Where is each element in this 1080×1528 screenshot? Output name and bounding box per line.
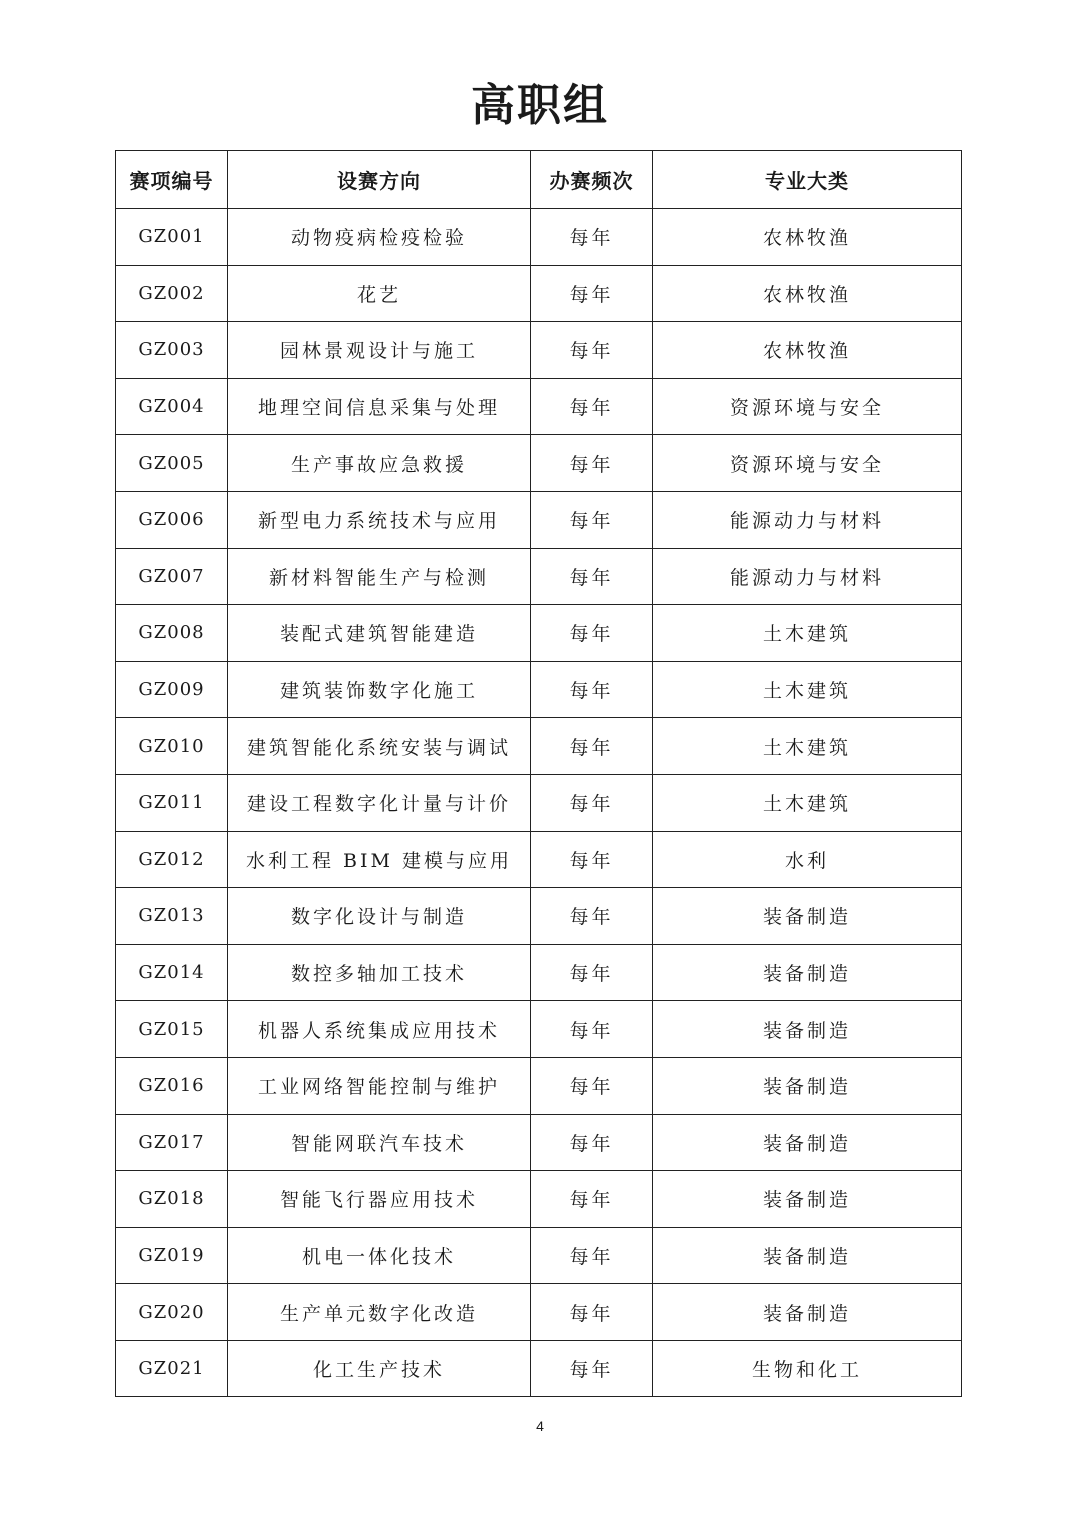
table-row bbox=[116, 265, 962, 322]
cell-code: GZ020 bbox=[116, 1284, 228, 1341]
cell-code: GZ012 bbox=[116, 831, 228, 888]
table-row bbox=[116, 944, 962, 1001]
cell-direction: 化工生产技术 bbox=[228, 1340, 531, 1397]
cell-direction: 生产单元数字化改造 bbox=[228, 1284, 531, 1341]
cell-category: 土木建筑 bbox=[653, 661, 962, 718]
cell-frequency: 每年 bbox=[531, 774, 653, 831]
cell-code: GZ008 bbox=[116, 605, 228, 662]
competition-table bbox=[115, 150, 962, 1397]
cell-direction: 花艺 bbox=[228, 265, 531, 322]
cell-frequency: 每年 bbox=[531, 605, 653, 662]
cell-code: GZ017 bbox=[116, 1114, 228, 1171]
cell-category: 生物和化工 bbox=[653, 1340, 962, 1397]
table-row bbox=[116, 605, 962, 662]
table-row bbox=[116, 1057, 962, 1114]
cell-category: 装备制造 bbox=[653, 1284, 962, 1341]
cell-category: 土木建筑 bbox=[653, 718, 962, 775]
cell-category: 装备制造 bbox=[653, 1114, 962, 1171]
cell-direction: 生产事故应急救援 bbox=[228, 435, 531, 492]
cell-direction: 机器人系统集成应用技术 bbox=[228, 1001, 531, 1058]
cell-direction: 新型电力系统技术与应用 bbox=[228, 491, 531, 548]
cell-frequency: 每年 bbox=[531, 888, 653, 945]
cell-frequency: 每年 bbox=[531, 265, 653, 322]
cell-category: 装备制造 bbox=[653, 1001, 962, 1058]
cell-frequency: 每年 bbox=[531, 718, 653, 775]
cell-direction: 数控多轴加工技术 bbox=[228, 944, 531, 1001]
table-row bbox=[116, 1171, 962, 1228]
cell-category: 装备制造 bbox=[653, 1227, 962, 1284]
cell-frequency: 每年 bbox=[531, 1001, 653, 1058]
table-row bbox=[116, 322, 962, 379]
cell-direction: 智能飞行器应用技术 bbox=[228, 1171, 531, 1228]
cell-direction: 园林景观设计与施工 bbox=[228, 322, 531, 379]
table-row bbox=[116, 378, 962, 435]
cell-direction: 水利工程 BIM 建模与应用 bbox=[228, 831, 531, 888]
cell-code: GZ018 bbox=[116, 1171, 228, 1228]
table-row bbox=[116, 1114, 962, 1171]
cell-frequency: 每年 bbox=[531, 322, 653, 379]
table-header-row bbox=[116, 151, 962, 209]
cell-frequency: 每年 bbox=[531, 944, 653, 1001]
cell-direction: 数字化设计与制造 bbox=[228, 888, 531, 945]
header-frequency: 办赛频次 bbox=[531, 151, 653, 209]
table-row bbox=[116, 548, 962, 605]
cell-frequency: 每年 bbox=[531, 435, 653, 492]
cell-code: GZ014 bbox=[116, 944, 228, 1001]
cell-code: GZ004 bbox=[116, 378, 228, 435]
cell-code: GZ009 bbox=[116, 661, 228, 718]
cell-code: GZ015 bbox=[116, 1001, 228, 1058]
cell-category: 农林牧渔 bbox=[653, 209, 962, 266]
cell-category: 装备制造 bbox=[653, 1057, 962, 1114]
cell-category: 资源环境与安全 bbox=[653, 435, 962, 492]
cell-frequency: 每年 bbox=[531, 1227, 653, 1284]
table-row bbox=[116, 491, 962, 548]
cell-frequency: 每年 bbox=[531, 1057, 653, 1114]
cell-direction: 动物疫病检疫检验 bbox=[228, 209, 531, 266]
cell-category: 资源环境与安全 bbox=[653, 378, 962, 435]
cell-code: GZ006 bbox=[116, 491, 228, 548]
cell-direction: 新材料智能生产与检测 bbox=[228, 548, 531, 605]
table-row bbox=[116, 661, 962, 718]
table-row bbox=[116, 435, 962, 492]
cell-frequency: 每年 bbox=[531, 831, 653, 888]
cell-frequency: 每年 bbox=[531, 378, 653, 435]
cell-frequency: 每年 bbox=[531, 209, 653, 266]
cell-code: GZ019 bbox=[116, 1227, 228, 1284]
cell-direction: 建筑装饰数字化施工 bbox=[228, 661, 531, 718]
cell-frequency: 每年 bbox=[531, 1114, 653, 1171]
cell-direction: 机电一体化技术 bbox=[228, 1227, 531, 1284]
cell-direction: 建设工程数字化计量与计价 bbox=[228, 774, 531, 831]
cell-category: 能源动力与材料 bbox=[653, 548, 962, 605]
cell-category: 装备制造 bbox=[653, 944, 962, 1001]
table-row bbox=[116, 1284, 962, 1341]
cell-direction: 装配式建筑智能建造 bbox=[228, 605, 531, 662]
table-body bbox=[116, 209, 962, 1397]
table-row bbox=[116, 831, 962, 888]
cell-frequency: 每年 bbox=[531, 1340, 653, 1397]
cell-frequency: 每年 bbox=[531, 1284, 653, 1341]
cell-direction: 工业网络智能控制与维护 bbox=[228, 1057, 531, 1114]
cell-code: GZ005 bbox=[116, 435, 228, 492]
cell-direction: 建筑智能化系统安装与调试 bbox=[228, 718, 531, 775]
table-row bbox=[116, 1001, 962, 1058]
header-code: 赛项编号 bbox=[116, 151, 228, 209]
cell-category: 土木建筑 bbox=[653, 605, 962, 662]
cell-direction: 地理空间信息采集与处理 bbox=[228, 378, 531, 435]
cell-category: 农林牧渔 bbox=[653, 322, 962, 379]
cell-category: 装备制造 bbox=[653, 1171, 962, 1228]
table-row bbox=[116, 774, 962, 831]
cell-category: 水利 bbox=[653, 831, 962, 888]
cell-code: GZ011 bbox=[116, 774, 228, 831]
cell-code: GZ007 bbox=[116, 548, 228, 605]
table-row bbox=[116, 209, 962, 266]
cell-category: 农林牧渔 bbox=[653, 265, 962, 322]
cell-frequency: 每年 bbox=[531, 661, 653, 718]
cell-code: GZ010 bbox=[116, 718, 228, 775]
table-row bbox=[116, 1340, 962, 1397]
cell-direction: 智能网联汽车技术 bbox=[228, 1114, 531, 1171]
header-direction: 设赛方向 bbox=[228, 151, 531, 209]
cell-frequency: 每年 bbox=[531, 491, 653, 548]
cell-category: 装备制造 bbox=[653, 888, 962, 945]
cell-category: 土木建筑 bbox=[653, 774, 962, 831]
cell-code: GZ002 bbox=[116, 265, 228, 322]
table-row bbox=[116, 888, 962, 945]
cell-code: GZ003 bbox=[116, 322, 228, 379]
cell-category: 能源动力与材料 bbox=[653, 491, 962, 548]
cell-frequency: 每年 bbox=[531, 548, 653, 605]
cell-frequency: 每年 bbox=[531, 1171, 653, 1228]
page-title: 高职组 bbox=[471, 80, 609, 131]
header-category: 专业大类 bbox=[653, 151, 962, 209]
page-number: 4 bbox=[536, 1418, 544, 1434]
cell-code: GZ016 bbox=[116, 1057, 228, 1114]
table-row bbox=[116, 1227, 962, 1284]
cell-code: GZ001 bbox=[116, 209, 228, 266]
cell-code: GZ013 bbox=[116, 888, 228, 945]
cell-code: GZ021 bbox=[116, 1340, 228, 1397]
table-row bbox=[116, 718, 962, 775]
